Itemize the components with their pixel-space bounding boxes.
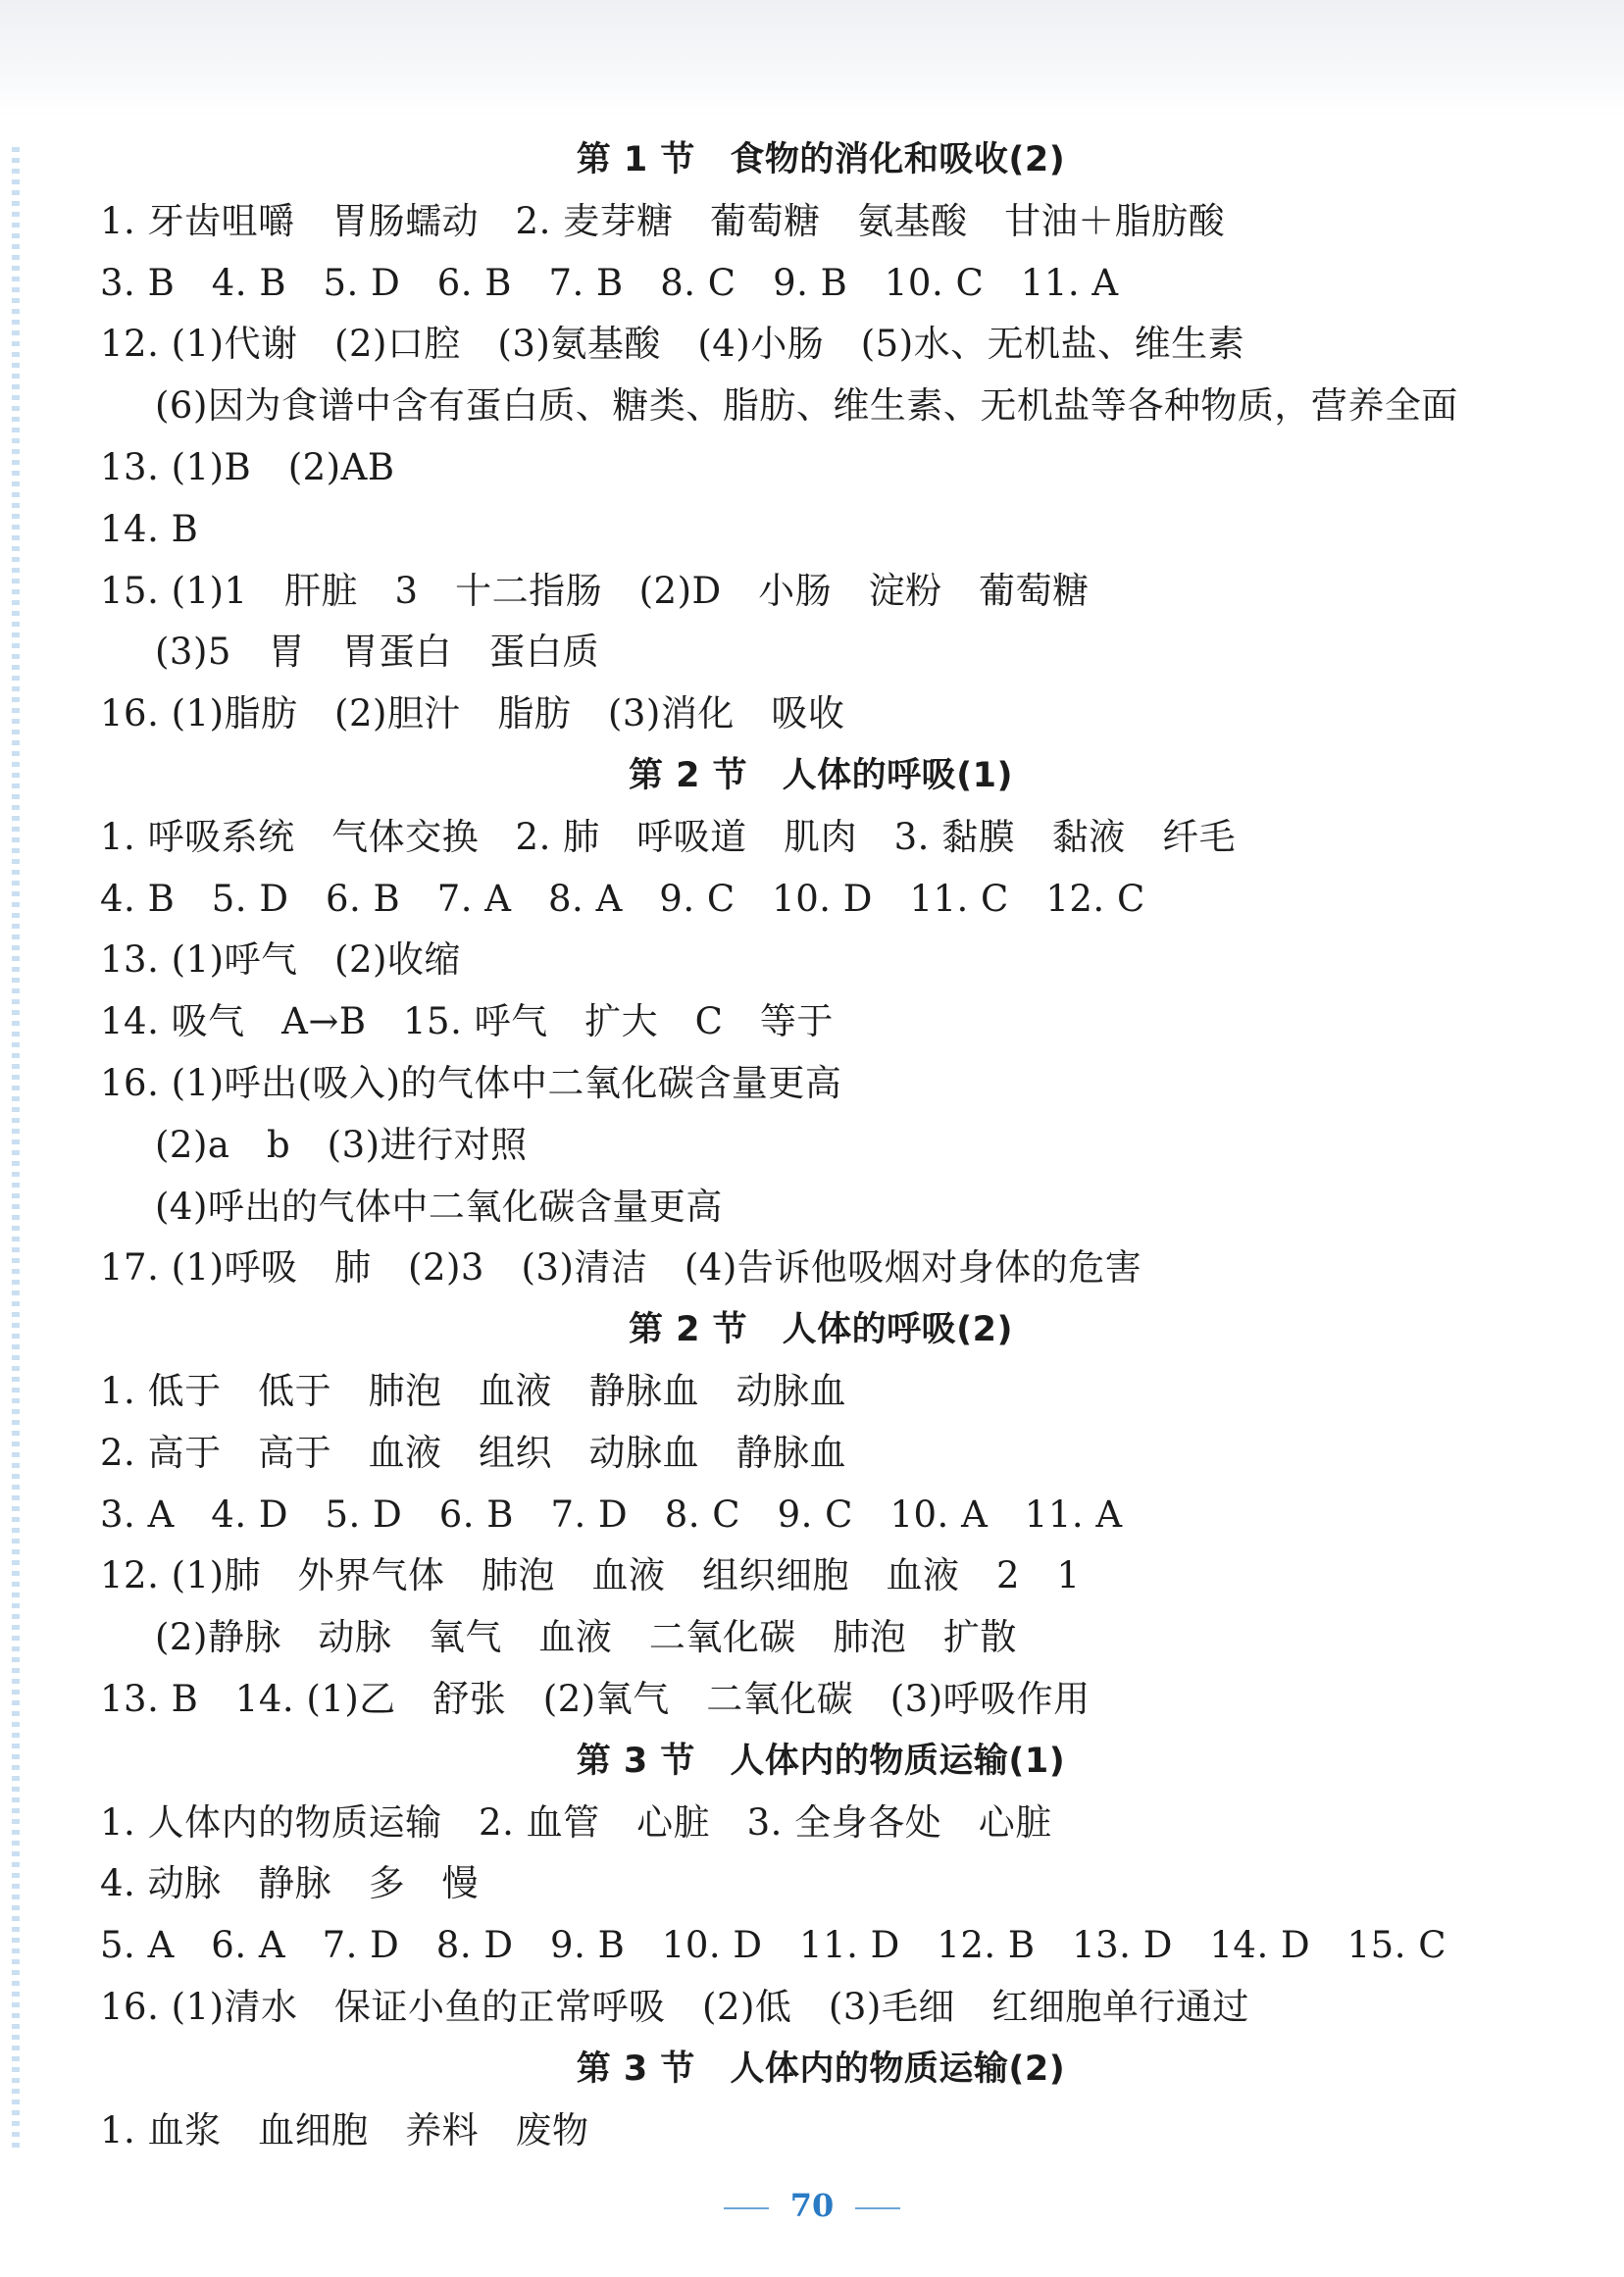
answer-line: 5. A 6. A 7. D 8. D 9. B 10. D 11. D 12. B 13. D 14. D 15. C	[100, 1924, 1447, 1967]
answer-line: (2)静脉 动脉 氧气 血液 二氧化碳 肺泡 扩散	[155, 1616, 1017, 1659]
answer-line: (3)5 胃 胃蛋白 蛋白质	[155, 631, 599, 674]
answer-line: 12. (1)代谢 (2)口腔 (3)氨基酸 (4)小肠 (5)水、无机盐、维生素	[100, 323, 1245, 366]
answer-line: 3. A 4. D 5. D 6. B 7. D 8. C 9. C 10. A 11. A	[100, 1493, 1123, 1536]
answer-line: 4. 动脉 静脉 多 慢	[100, 1862, 480, 1905]
footer-right-dash	[855, 2207, 900, 2209]
answer-line: 1. 呼吸系统 气体交换 2. 肺 呼吸道 肌肉 3. 黏膜 黏液 纤毛	[100, 815, 1237, 858]
page-footer	[0, 2187, 1624, 2224]
answer-line: 15. (1)1 肝脏 3 十二指肠 (2)D 小肠 淀粉 葡萄糖	[100, 569, 1090, 612]
answer-line: 1. 低于 低于 肺泡 血液 静脉血 动脉血	[100, 1369, 847, 1412]
answer-line: 1. 人体内的物质运输 2. 血管 心脏 3. 全身各处 心脏	[100, 1800, 1052, 1844]
footer-left-dash	[724, 2207, 769, 2209]
section-heading: 第 2 节 人体的呼吸(2)	[628, 1310, 1014, 1350]
answer-line: 13. (1)B (2)AB	[100, 445, 395, 488]
answer-line: (6)因为食谱中含有蛋白质、糖类、脂肪、维生素、无机盐等各种物质，营养全面	[155, 384, 1458, 428]
answer-line: 14. B	[100, 507, 199, 550]
section-heading: 第 1 节 食物的消化和吸收(2)	[576, 140, 1066, 179]
answer-line: 14. 吸气 A→B 15. 呼气 扩大 C 等于	[100, 1000, 834, 1043]
answer-line: 13. (1)呼气 (2)收缩	[100, 938, 461, 982]
section-heading: 第 2 节 人体的呼吸(1)	[628, 755, 1014, 795]
section-heading: 第 3 节 人体内的物质运输(1)	[576, 1741, 1066, 1781]
answer-line: 17. (1)呼吸 肺 (2)3 (3)清洁 (4)告诉他吸烟对身体的危害	[100, 1246, 1142, 1290]
section-heading: 第 3 节 人体内的物质运输(2)	[576, 2049, 1066, 2089]
answer-line: 3. B 4. B 5. D 6. B 7. B 8. C 9. B 10. C 11. A	[100, 261, 1119, 304]
answer-content	[100, 129, 1542, 2161]
answer-line: (2)a b (3)进行对照	[155, 1123, 528, 1166]
margin-wavy-line	[12, 147, 20, 2148]
answer-line: (4)呼出的气体中二氧化碳含量更高	[155, 1185, 723, 1228]
answer-line: 1. 牙齿咀嚼 胃肠蠕动 2. 麦芽糖 葡萄糖 氨基酸 甘油＋脂肪酸	[100, 199, 1226, 242]
answer-line: 12. (1)肺 外界气体 肺泡 血液 组织细胞 血液 2 1	[100, 1554, 1081, 1597]
answer-line: 16. (1)呼出(吸入)的气体中二氧化碳含量更高	[100, 1061, 842, 1104]
answer-line: 4. B 5. D 6. B 7. A 8. A 9. C 10. D 11. C 12. C	[100, 877, 1145, 920]
answer-line: 16. (1)清水 保证小鱼的正常呼吸 (2)低 (3)毛细 红细胞单行通过	[100, 1985, 1249, 2028]
page-number: 70	[789, 2187, 835, 2224]
answer-line: 16. (1)脂肪 (2)胆汁 脂肪 (3)消化 吸收	[100, 692, 845, 735]
answer-line: 2. 高于 高于 血液 组织 动脉血 静脉血	[100, 1431, 847, 1474]
scan-top-band	[0, 0, 1624, 118]
answer-line: 1. 血浆 血细胞 养料 废物	[100, 2108, 589, 2151]
answer-line: 13. B 14. (1)乙 舒张 (2)氧气 二氧化碳 (3)呼吸作用	[100, 1677, 1091, 1720]
